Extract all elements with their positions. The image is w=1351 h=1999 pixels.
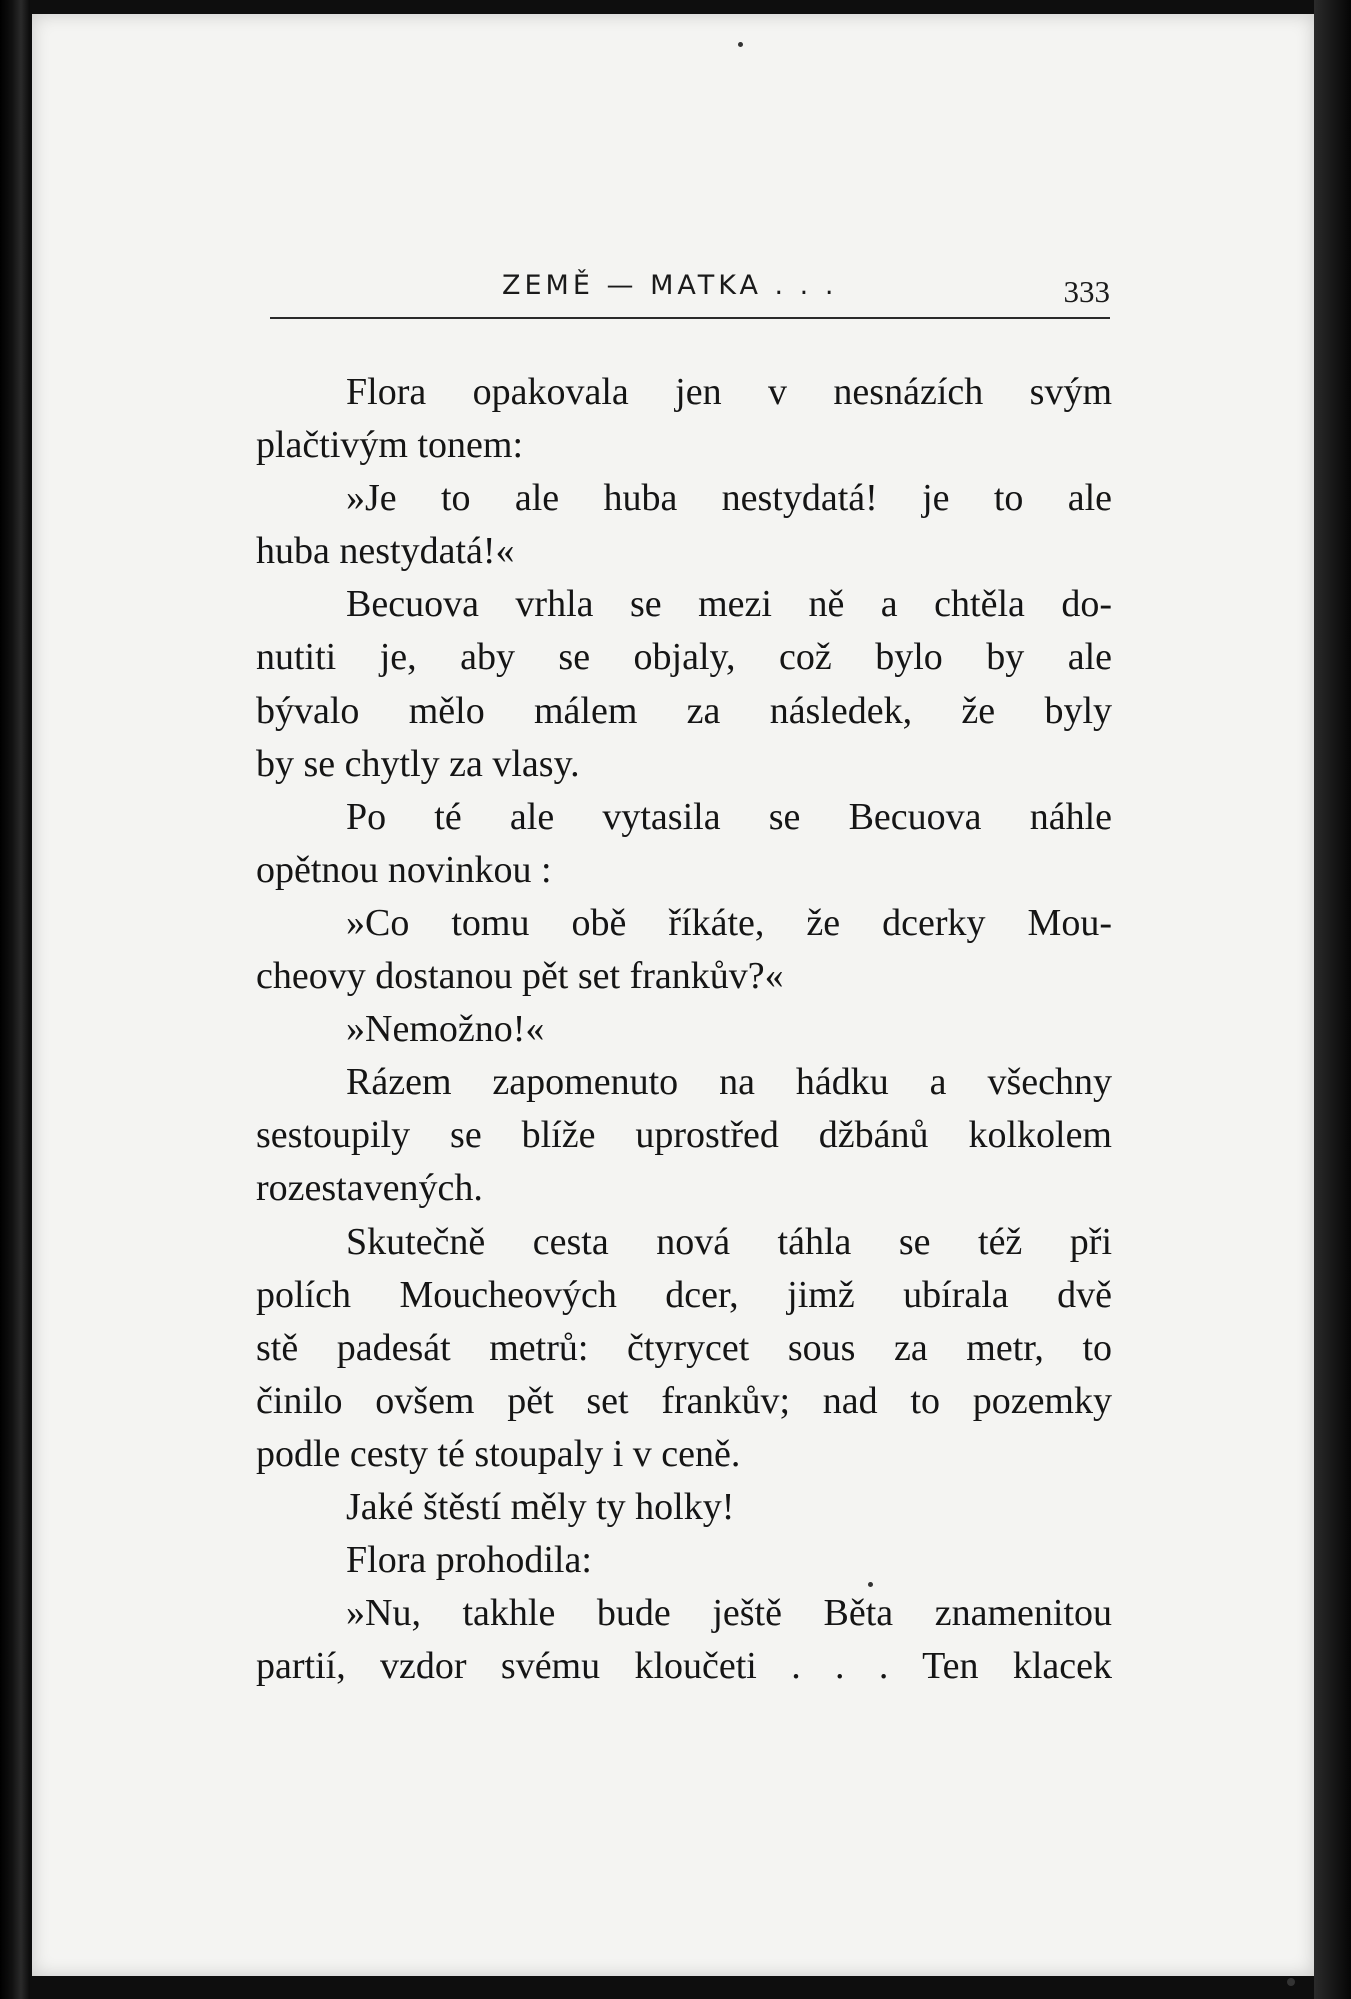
text-line: opětnou novinkou : (256, 848, 552, 891)
text-line: činilo ovšem pět set frankův; nad to pozemky (256, 1379, 1112, 1422)
text-line: rozestavených. (256, 1167, 483, 1210)
text-line: Becuova vrhla se mezi ně a chtěla do- (346, 583, 1112, 626)
text-line: by se chytly za vlasy. (256, 742, 580, 785)
text-line: podle cesty té stoupaly i v ceně. (256, 1432, 741, 1475)
text-line: Jaké štěstí měly ty holky! (346, 1485, 735, 1528)
text-line: »Nu, takhle bude ještě Běta znamenitou (346, 1592, 1112, 1635)
text-line: sestoupily se blíže uprostřed džbánů kolkolem (256, 1114, 1112, 1157)
text-line: Rázem zapomenuto na hádku a všechny (346, 1061, 1112, 1104)
text-line: stě padesát metrů: čtyrycet sous za metr, to (256, 1326, 1112, 1369)
text-line: partií, vzdor svému kloučeti . . . Ten klacek (256, 1645, 1112, 1688)
running-title: ZEMĚ — MATKA . . . (502, 270, 838, 301)
text-line: nutiti je, aby se objaly, což bylo by ale (256, 636, 1112, 679)
running-head (270, 270, 1110, 314)
text-line: Po té ale vytasila se Becuova náhle (346, 795, 1112, 838)
text-line: Flora prohodila: (346, 1539, 592, 1582)
text-line: »Nemožno!« (346, 1008, 545, 1051)
text-line: Skutečně cesta nová táhla se též při (346, 1220, 1112, 1263)
body-text (256, 366, 1112, 1693)
text-line: bývalo mělo málem za následek, že byly (256, 689, 1112, 732)
scan-right-edge (1314, 0, 1351, 1999)
text-line: polích Moucheových dcer, jimž ubírala dvě (256, 1273, 1112, 1316)
text-line: plačtivým tonem: (256, 424, 524, 467)
text-line: »Co tomu obě říkáte, že dcerky Mou- (346, 901, 1112, 944)
scan-speck (868, 1582, 873, 1587)
scan-speck (1287, 1978, 1295, 1986)
header-rule (270, 317, 1110, 319)
scan-speck (738, 42, 743, 47)
page-number: 333 (1063, 274, 1110, 309)
text-line: cheovy dostanou pět set frankův?« (256, 955, 784, 998)
book-binding-edge (0, 0, 30, 1999)
text-line: huba nestydatá!« (256, 530, 515, 573)
text-line: Flora opakovala jen v nesnázích svým (346, 371, 1112, 413)
text-line: »Je to ale huba nestydatá! je to ale (346, 477, 1112, 520)
